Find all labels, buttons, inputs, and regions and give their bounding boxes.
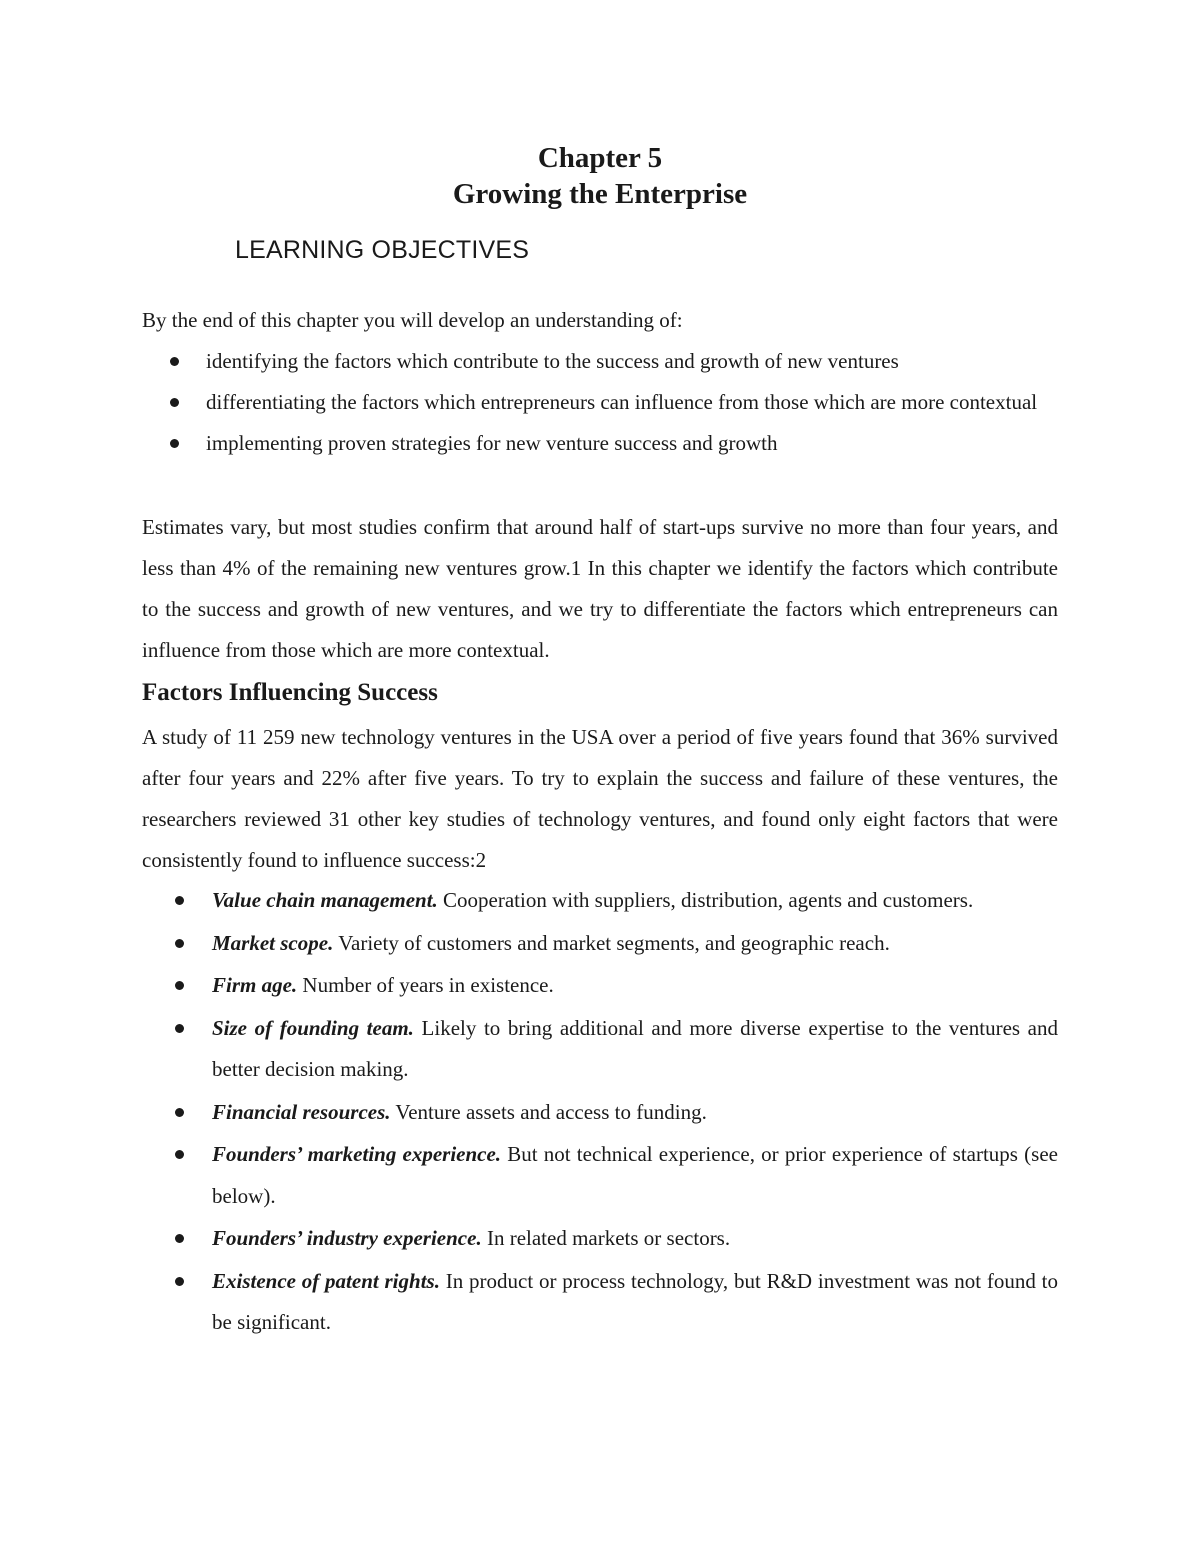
list-item bbox=[142, 965, 1058, 1007]
list-item bbox=[142, 382, 1058, 423]
factor-term: Firm age. bbox=[212, 973, 298, 997]
factor-description: Number of years in existence. bbox=[297, 973, 554, 997]
list-item bbox=[142, 1261, 1058, 1344]
learning-objectives-heading: LEARNING OBJECTIVES bbox=[235, 236, 530, 264]
list-item bbox=[142, 341, 1058, 382]
chapter-title: Growing the Enterprise bbox=[452, 178, 748, 210]
bullet-icon bbox=[175, 1277, 184, 1286]
factor-term: Financial resources. bbox=[212, 1099, 391, 1124]
factor-term: Founders’ industry experience. bbox=[212, 1226, 482, 1250]
factor-term: Size of founding team. bbox=[212, 1015, 414, 1040]
chapter-number: Chapter 5 bbox=[537, 142, 663, 174]
bullet-icon bbox=[175, 1150, 184, 1159]
factor-description: In product or process technology, but R&D investment was not found to be significant. bbox=[212, 1268, 1058, 1334]
bullet-icon bbox=[170, 398, 179, 407]
list-item bbox=[142, 923, 1058, 965]
factor-description: Cooperation with suppliers, distribution, agents and customers. bbox=[437, 888, 974, 912]
factor-description: Likely to bring additional and more diverse expertise to the ventures and better decision making. bbox=[212, 1015, 1058, 1081]
factor-description: Venture assets and access to funding. bbox=[390, 1099, 707, 1124]
objective-text: differentiating the factors which entrepreneurs can influence from those which are more contextual bbox=[206, 390, 1038, 414]
list-item bbox=[142, 1008, 1058, 1091]
factor-list bbox=[142, 880, 1058, 1345]
list-item bbox=[142, 423, 1058, 464]
factor-term: Value chain management. bbox=[212, 888, 438, 912]
factor-term: Market scope. bbox=[212, 930, 334, 955]
bullet-icon bbox=[170, 357, 179, 366]
bullet-icon bbox=[175, 1108, 184, 1117]
objectives-intro: By the end of this chapter you will develop an understanding of: bbox=[142, 308, 683, 332]
objective-list bbox=[142, 341, 1058, 464]
bullet-icon bbox=[175, 1234, 184, 1243]
chapter-heading bbox=[0, 140, 1200, 212]
factor-description: But not technical experience, or prior experience of startups (see below). bbox=[212, 1142, 1058, 1208]
list-item bbox=[142, 1218, 1058, 1260]
list-item bbox=[142, 1134, 1058, 1217]
bullet-icon bbox=[175, 1024, 184, 1033]
bullet-icon bbox=[170, 439, 179, 448]
list-item bbox=[142, 1092, 1058, 1134]
section-heading: Factors Influencing Success bbox=[142, 679, 438, 706]
intro-paragraph: Estimates vary, but most studies confirm that around half of start-ups survive no more than four years, and less than 4% of the remaining new ventures grow.1 In this chapter we identify the factors which contribute to the success and growth of new ventures, and we try to differentiate the factors which entrepreneurs can influence from those which are more contextual. bbox=[142, 515, 1058, 662]
objective-text: identifying the factors which contribute to the success and growth of new ventures bbox=[206, 349, 899, 373]
section-paragraph: A study of 11 259 new technology ventures in the USA over a period of five years found that 36% survived after four years and 22% after five years. To try to explain the success and failure of these ventures, the researchers reviewed 31 other key studies of technology ventures, and found only eight factors that were consistently found to influence success:2 bbox=[142, 725, 1058, 872]
factor-description: Variety of customers and market segments, and geographic reach. bbox=[333, 930, 890, 955]
factor-description: In related markets or sectors. bbox=[481, 1226, 731, 1250]
bullet-icon bbox=[175, 981, 184, 990]
objective-text: implementing proven strategies for new venture success and growth bbox=[206, 431, 778, 455]
factor-term: Founders’ marketing experience. bbox=[212, 1142, 502, 1166]
bullet-icon bbox=[175, 939, 184, 948]
bullet-icon bbox=[175, 896, 184, 905]
factor-term: Existence of patent rights. bbox=[212, 1268, 440, 1293]
list-item bbox=[142, 880, 1058, 922]
